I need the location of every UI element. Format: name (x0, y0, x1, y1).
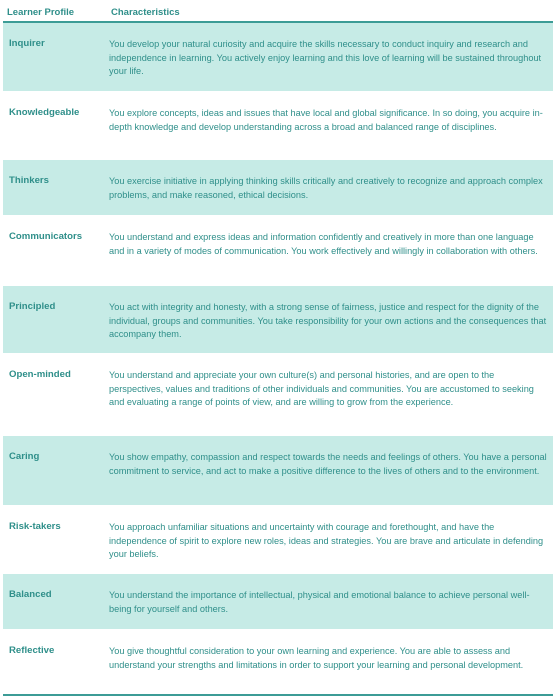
table-row (3, 92, 553, 160)
table-row (3, 354, 553, 436)
row-label: Risk-takers (9, 521, 61, 532)
table-row (3, 574, 553, 630)
row-description: You exercise initiative in applying thinking skills critically and creatively to recognize and approach complex problems, and make reasoned, ethical decisions. (109, 176, 543, 200)
table-row (3, 160, 553, 216)
table-row (3, 216, 553, 286)
row-label: Open-minded (9, 369, 71, 380)
row-label: Caring (9, 451, 40, 462)
learner-profile-table (3, 3, 553, 696)
row-description: You act with integrity and honesty, with a strong sense of fairness, justice and respect for the dignity of the individual, groups and communities. You take responsibility for your own actions and the consequences that accompany them. (109, 302, 547, 340)
header-learner-profile: Learner Profile (7, 6, 75, 18)
row-description: You show empathy, compassion and respect towards the needs and feelings of others. You have a personal commitment to service, and act to make a positive difference to the lives of others and to the environment. (109, 452, 547, 476)
table-row (3, 630, 553, 694)
row-label: Thinkers (9, 175, 49, 186)
row-description: You develop your natural curiosity and acquire the skills necessary to conduct inquiry and research and independence in learning. You actively enjoy learning and this love of learning will be sustained throughout your life. (109, 39, 542, 77)
row-description: You approach unfamiliar situations and uncertainty with courage and forethought, and have the independence of spirit to explore new roles, ideas and strategies. You are brave and articulate in defending your beliefs. (109, 522, 544, 560)
row-label: Communicators (9, 231, 83, 242)
row-label: Reflective (9, 645, 55, 656)
row-label: Knowledgeable (9, 107, 80, 118)
table-row (3, 436, 553, 506)
row-description: You understand the importance of intellectual, physical and emotional balance to achieve personal well-being for yourself and others. (109, 590, 530, 614)
table-row (3, 286, 553, 354)
table-row (3, 23, 553, 92)
table-row (3, 506, 553, 574)
row-description: You explore concepts, ideas and issues that have local and global significance. In so doing, you acquire in-depth knowledge and develop understanding across a broad and balanced range of disciplines. (109, 108, 543, 132)
row-label: Principled (9, 301, 56, 312)
row-label: Inquirer (9, 38, 45, 49)
row-description: You give thoughtful consideration to your own learning and experience. You are able to assess and understand your strengths and limitations in order to support your learning and personal development. (109, 646, 524, 670)
header-characteristics: Characteristics (111, 6, 180, 18)
row-description: You understand and appreciate your own culture(s) and personal histories, and are open to the perspectives, values and traditions of other individuals and communities. You are accustomed to seeking and evaluating a range of points of view, and are willing to grow from the experience. (109, 370, 534, 408)
row-description: You understand and express ideas and information confidently and creatively in more than one language and in a variety of modes of communication. You work effectively and willingly in collaboration with others. (109, 232, 538, 256)
table-header (3, 3, 553, 23)
row-label: Balanced (9, 589, 52, 600)
